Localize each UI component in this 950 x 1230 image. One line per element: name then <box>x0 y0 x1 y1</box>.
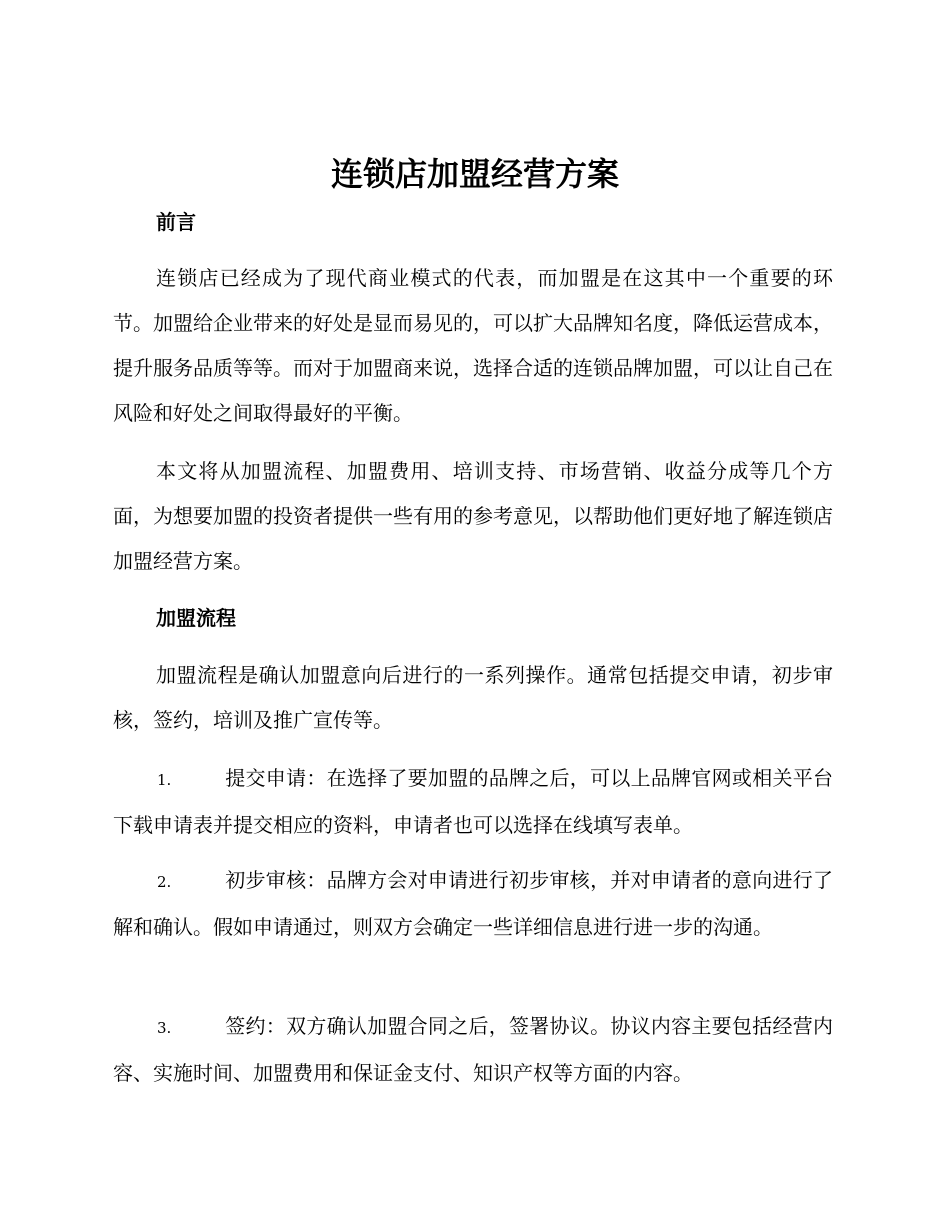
process-step-3 <box>113 1004 833 1096</box>
list-text: 初步审核：品牌方会对申请进行初步审核，并对申请者的意向进行了解和确认。假如申请通过，则双方会确定一些详细信息进行进一步的沟通。 <box>113 868 833 939</box>
process-paragraph: 加盟流程是确认加盟意向后进行的一系列操作。通常包括提交申请，初步审核，签约，培训及推广宣传等。 <box>113 663 833 732</box>
document-title: 连锁店加盟经营方案 <box>330 155 619 193</box>
process-step-1 <box>113 756 833 848</box>
list-number: 1. <box>157 771 172 789</box>
section-heading-intro: 前言 <box>156 210 196 234</box>
section-heading-process: 加盟流程 <box>156 606 236 630</box>
list-text: 签约：双方确认加盟合同之后，签署协议。协议内容主要包括经营内容、实施时间、加盟费用和保证金支付、知识产权等方面的内容。 <box>113 1014 833 1085</box>
process-step-2 <box>113 858 833 950</box>
list-number: 2. <box>157 873 172 891</box>
list-text: 提交申请：在选择了要加盟的品牌之后，可以上品牌官网或相关平台下载申请表并提交相应的资料，申请者也可以选择在线填写表单。 <box>113 766 833 837</box>
list-number: 3. <box>157 1019 172 1037</box>
intro-paragraph-1: 连锁店已经成为了现代商业模式的代表，而加盟是在这其中一个重要的环节。加盟给企业带来的好处是显而易见的，可以扩大品牌知名度，降低运营成本，提升服务品质等等。而对于加盟商来说，选择合适的连锁品牌加盟，可以让自己在风险和好处之间取得最好的平衡。 <box>113 266 833 425</box>
intro-paragraph-2: 本文将从加盟流程、加盟费用、培训支持、市场营销、收益分成等几个方面，为想要加盟的投资者提供一些有用的参考意见，以帮助他们更好地了解连锁店加盟经营方案。 <box>113 459 833 573</box>
